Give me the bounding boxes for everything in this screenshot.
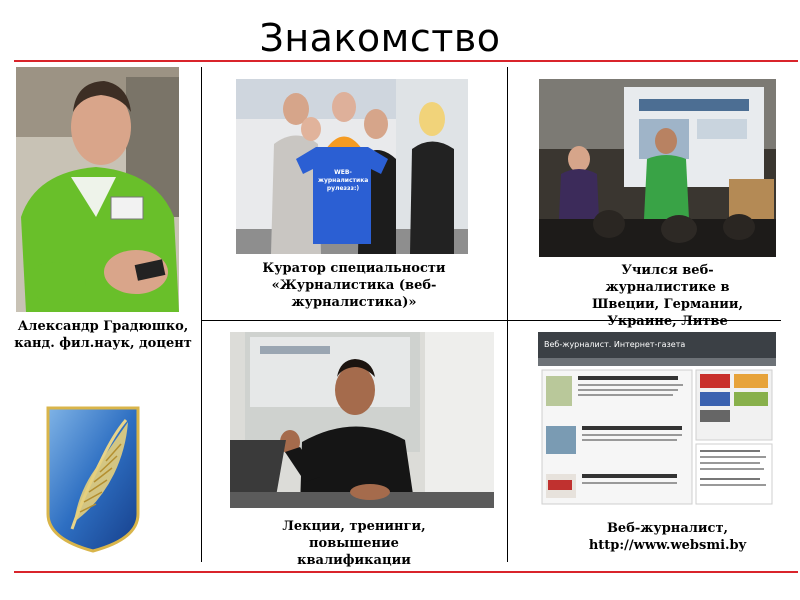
curator-caption: Куратор специальности «Журналистика (веб- журналистика)» <box>262 261 446 310</box>
lectures-caption: Лекции, тренинги, повышение квалификации <box>282 519 426 568</box>
tshirt-text: WEB-журналистика рулеззз:) <box>318 169 369 192</box>
lecture-photo <box>230 332 494 508</box>
site-header <box>538 332 776 358</box>
curator-group-photo <box>236 79 468 254</box>
bottom-divider <box>14 571 798 573</box>
site-title: Веб-журналист. Интернет-газета <box>544 340 686 349</box>
web-journalist-caption: Веб-журналист, http://www.websmi.by <box>588 521 747 553</box>
university-emblem <box>44 404 142 554</box>
top-divider <box>14 60 798 62</box>
slide-title: Знакомство <box>259 16 501 60</box>
portrait-photo <box>16 67 179 312</box>
feather-emblem-icon <box>44 404 142 554</box>
website-screenshot <box>538 332 776 508</box>
grid-vline-left <box>201 67 202 562</box>
study-abroad-caption: Учился веб- журналистике в Швеции, Германии, Украине, Литве <box>591 263 744 329</box>
study-abroad-photo <box>539 79 776 257</box>
grid-vline-right <box>507 67 508 562</box>
person-caption: Александр Градюшко, канд. фил.наук, доцент <box>14 319 192 351</box>
